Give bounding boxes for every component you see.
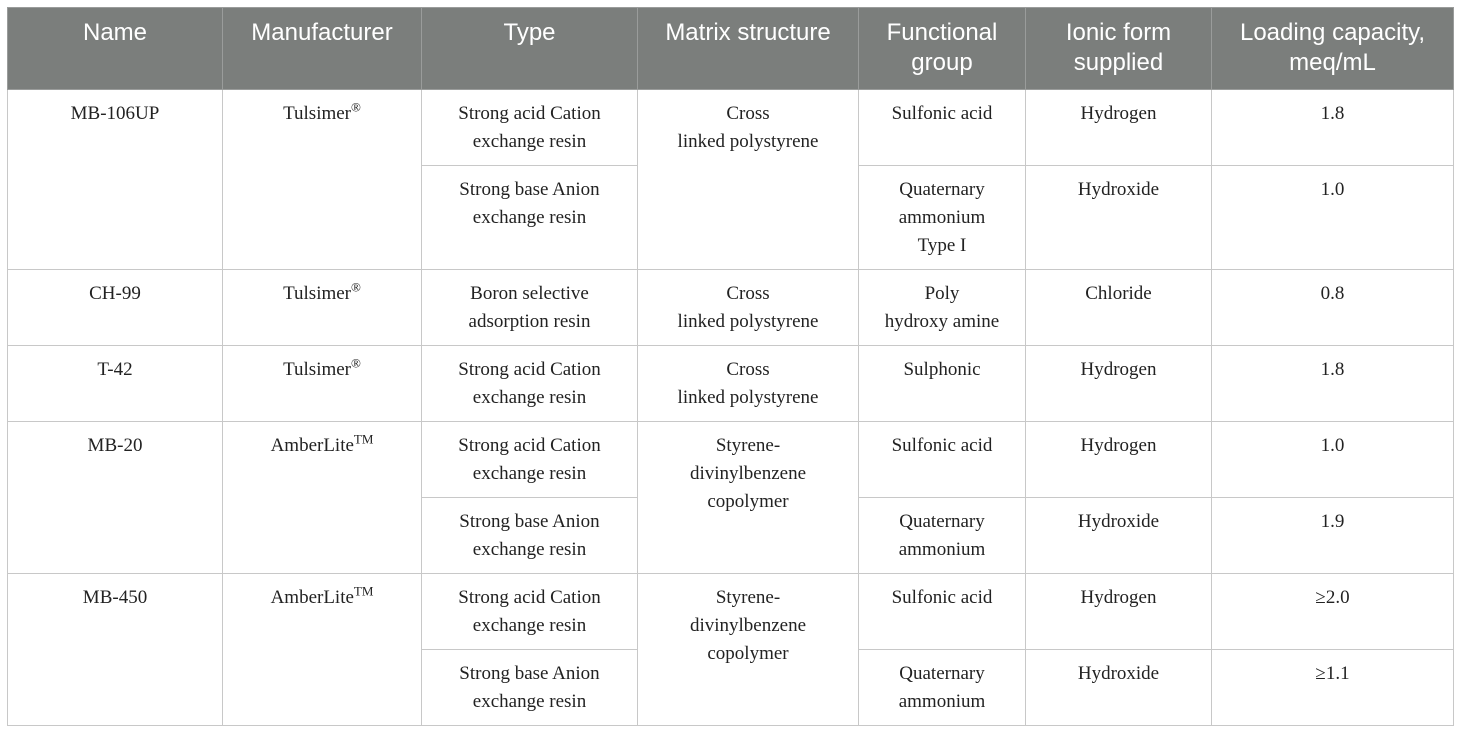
cell-name: T-42 bbox=[8, 346, 223, 422]
cell-type: Strong acid Cation exchange resin bbox=[422, 90, 638, 166]
cell-capacity: 0.8 bbox=[1212, 270, 1454, 346]
cell-ionic: Hydrogen bbox=[1026, 574, 1212, 650]
cell-capacity: 1.8 bbox=[1212, 346, 1454, 422]
cell-name: CH-99 bbox=[8, 270, 223, 346]
header-matrix-structure: Matrix structure bbox=[638, 8, 859, 90]
cell-functional: Sulphonic bbox=[859, 346, 1026, 422]
table-row bbox=[8, 574, 1454, 650]
cell-type: Strong acid Cation exchange resin bbox=[422, 574, 638, 650]
cell-capacity: 1.8 bbox=[1212, 90, 1454, 166]
cell-capacity: 1.0 bbox=[1212, 166, 1454, 270]
table-row bbox=[8, 422, 1454, 498]
cell-functional: Quaternary ammonium bbox=[859, 498, 1026, 574]
header-type: Type bbox=[422, 8, 638, 90]
cell-matrix: Styrene- divinylbenzene copolymer bbox=[638, 422, 859, 574]
cell-ionic: Hydrogen bbox=[1026, 346, 1212, 422]
cell-ionic: Hydroxide bbox=[1026, 166, 1212, 270]
cell-matrix: Cross linked polystyrene bbox=[638, 346, 859, 422]
cell-capacity: ≥1.1 bbox=[1212, 650, 1454, 726]
trademark-mark: TM bbox=[353, 431, 374, 447]
table-row bbox=[8, 270, 1454, 346]
trademark-mark: ® bbox=[351, 355, 361, 371]
cell-manufacturer: Tulsimer® bbox=[223, 90, 422, 270]
cell-manufacturer: AmberLite™ bbox=[223, 422, 422, 574]
cell-functional: Quaternary ammonium Type I bbox=[859, 166, 1026, 270]
cell-type: Strong base Anion exchange resin bbox=[422, 650, 638, 726]
trademark-mark: ® bbox=[351, 99, 361, 115]
resin-table bbox=[7, 7, 1454, 726]
cell-functional: Sulfonic acid bbox=[859, 422, 1026, 498]
cell-ionic: Chloride bbox=[1026, 270, 1212, 346]
cell-functional: Quaternary ammonium bbox=[859, 650, 1026, 726]
header-manufacturer: Manufacturer bbox=[223, 8, 422, 90]
cell-manufacturer: AmberLite™ bbox=[223, 574, 422, 726]
cell-manufacturer: Tulsimer® bbox=[223, 270, 422, 346]
cell-functional: Sulfonic acid bbox=[859, 90, 1026, 166]
cell-manufacturer: Tulsimer® bbox=[223, 346, 422, 422]
cell-ionic: Hydrogen bbox=[1026, 90, 1212, 166]
cell-ionic: Hydroxide bbox=[1026, 498, 1212, 574]
header-row bbox=[8, 8, 1454, 90]
trademark-mark: TM bbox=[353, 583, 374, 599]
trademark-mark: ® bbox=[351, 279, 361, 295]
cell-type: Strong acid Cation exchange resin bbox=[422, 346, 638, 422]
cell-matrix: Cross linked polystyrene bbox=[638, 90, 859, 270]
cell-matrix: Cross linked polystyrene bbox=[638, 270, 859, 346]
cell-type: Strong base Anion exchange resin bbox=[422, 498, 638, 574]
table-row bbox=[8, 346, 1454, 422]
header-name: Name bbox=[8, 8, 223, 90]
cell-functional: Sulfonic acid bbox=[859, 574, 1026, 650]
cell-type: Strong acid Cation exchange resin bbox=[422, 422, 638, 498]
header-ionic-form: Ionic form supplied bbox=[1026, 8, 1212, 90]
cell-capacity: ≥2.0 bbox=[1212, 574, 1454, 650]
cell-matrix: Styrene- divinylbenzene copolymer bbox=[638, 574, 859, 726]
cell-ionic: Hydrogen bbox=[1026, 422, 1212, 498]
cell-name: MB-20 bbox=[8, 422, 223, 574]
header-functional-group: Functional group bbox=[859, 8, 1026, 90]
cell-name: MB-106UP bbox=[8, 90, 223, 270]
cell-capacity: 1.9 bbox=[1212, 498, 1454, 574]
header-loading-capacity: Loading capacity, meq/mL bbox=[1212, 8, 1454, 90]
cell-name: MB-450 bbox=[8, 574, 223, 726]
cell-ionic: Hydroxide bbox=[1026, 650, 1212, 726]
cell-functional: Poly hydroxy amine bbox=[859, 270, 1026, 346]
cell-capacity: 1.0 bbox=[1212, 422, 1454, 498]
cell-type: Boron selective adsorption resin bbox=[422, 270, 638, 346]
cell-type: Strong base Anion exchange resin bbox=[422, 166, 638, 270]
table-row bbox=[8, 90, 1454, 166]
